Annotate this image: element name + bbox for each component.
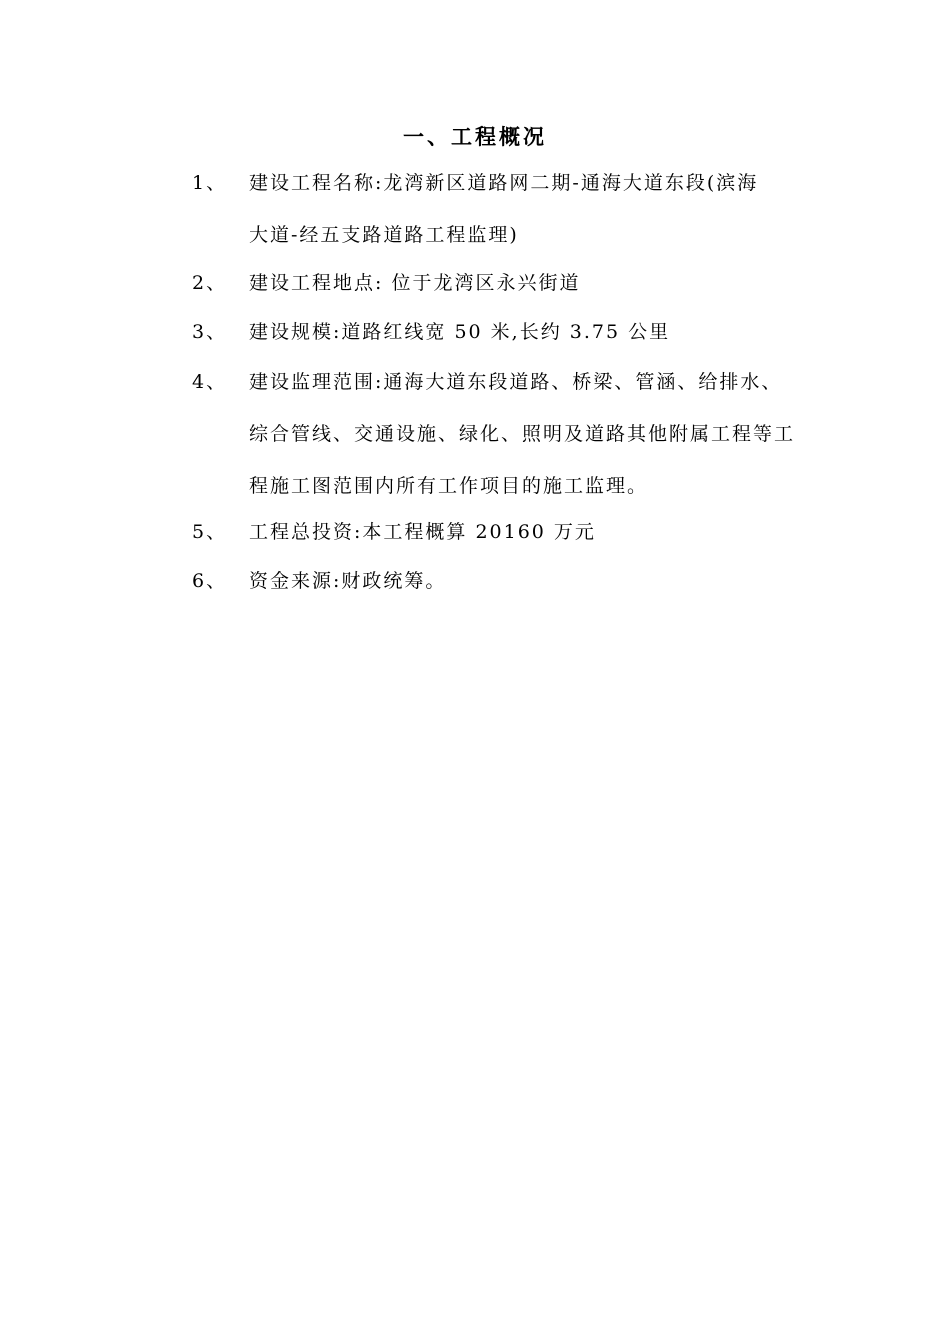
- item-number: 6、: [192, 570, 228, 592]
- item-text-line: 综合管线、交通设施、绿化、照明及道路其他附属工程等工: [249, 423, 796, 445]
- item-text-line: 大道-经五支路道路工程监理): [249, 224, 519, 246]
- item-text: [249, 317, 809, 369]
- item-number: 5、: [192, 521, 228, 543]
- item-text-line: 工程总投资:本工程概算 20160 万元: [249, 521, 596, 543]
- item-text-line: 建设工程地点: 位于龙湾区永兴街道: [249, 272, 581, 294]
- item-number: 1、: [192, 172, 228, 194]
- item-text: [249, 517, 809, 569]
- item-text: [249, 367, 809, 523]
- item-text: [249, 168, 809, 272]
- item-text-line: 建设工程名称:龙湾新区道路网二期-通海大道东段(滨海: [249, 172, 759, 194]
- item-number: 2、: [192, 272, 228, 294]
- item-number: 3、: [192, 321, 228, 343]
- item-number: 4、: [192, 371, 228, 393]
- item-text: [249, 268, 809, 320]
- item-text-line: 资金来源:财政统筹。: [249, 570, 447, 592]
- item-text-line: 建设监理范围:通海大道东段道路、桥梁、管涵、给排水、: [249, 371, 783, 393]
- section-title: 一、工程概况: [403, 124, 547, 149]
- item-text: [249, 566, 809, 618]
- item-text-line: 程施工图范围内所有工作项目的施工监理。: [249, 475, 649, 497]
- item-text-line: 建设规模:道路红线宽 50 米,长约 3.75 公里: [249, 321, 671, 343]
